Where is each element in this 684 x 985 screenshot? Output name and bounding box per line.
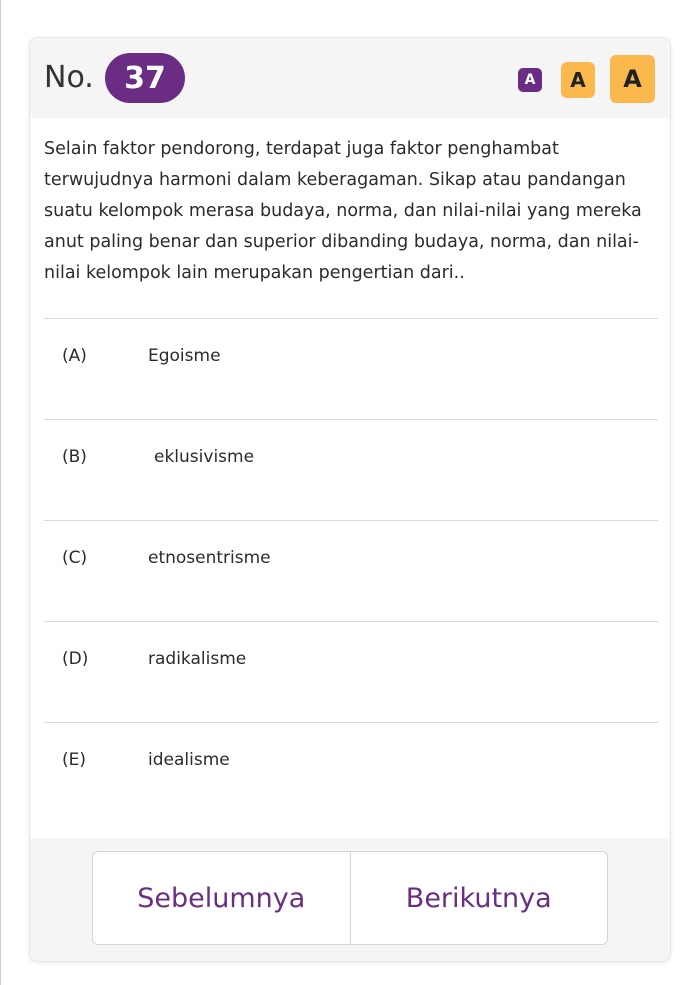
option-text: etnosentrisme xyxy=(148,548,271,568)
option-c[interactable] xyxy=(44,520,658,621)
option-letter: (C) xyxy=(62,548,88,568)
option-text: idealisme xyxy=(148,750,230,770)
option-text: eklusivisme xyxy=(154,447,255,467)
question-text: Selain faktor pendorong, terdapat juga faktor penghambat terwujudnya harmoni dalam keberagaman. Sikap atau pandangan suatu kelompok merasa budaya, norma, dan nilai-nilai yang mereka anut paling benar dan superior dibanding budaya, norma, dan nilai-nilai kelompok lain merupakan pengertian dari.. xyxy=(44,139,642,283)
question-number-badge: 37 xyxy=(105,53,185,103)
question-header xyxy=(30,38,670,118)
next-button[interactable]: Berikutnya xyxy=(405,882,552,914)
font-size-large-button[interactable]: A xyxy=(610,55,655,103)
option-letter: (D) xyxy=(62,649,89,669)
option-text: radikalisme xyxy=(148,649,247,669)
option-letter: (A) xyxy=(62,346,87,366)
option-letter: (B) xyxy=(62,447,87,467)
answer-options xyxy=(44,318,658,823)
option-e[interactable] xyxy=(44,722,658,823)
font-size-small-button[interactable]: A xyxy=(518,68,542,92)
option-a[interactable] xyxy=(44,318,658,419)
option-letter: (E) xyxy=(62,750,87,770)
question-card xyxy=(29,37,671,962)
navigation-bar xyxy=(92,851,608,945)
number-label: No. xyxy=(44,60,94,95)
page-edge-divider xyxy=(0,0,1,985)
option-d[interactable] xyxy=(44,621,658,722)
question-body xyxy=(30,118,670,838)
font-size-medium-button[interactable]: A xyxy=(561,62,595,98)
option-b[interactable] xyxy=(44,419,658,520)
previous-button[interactable]: Sebelumnya xyxy=(93,852,351,944)
option-text: Egoisme xyxy=(148,346,221,366)
